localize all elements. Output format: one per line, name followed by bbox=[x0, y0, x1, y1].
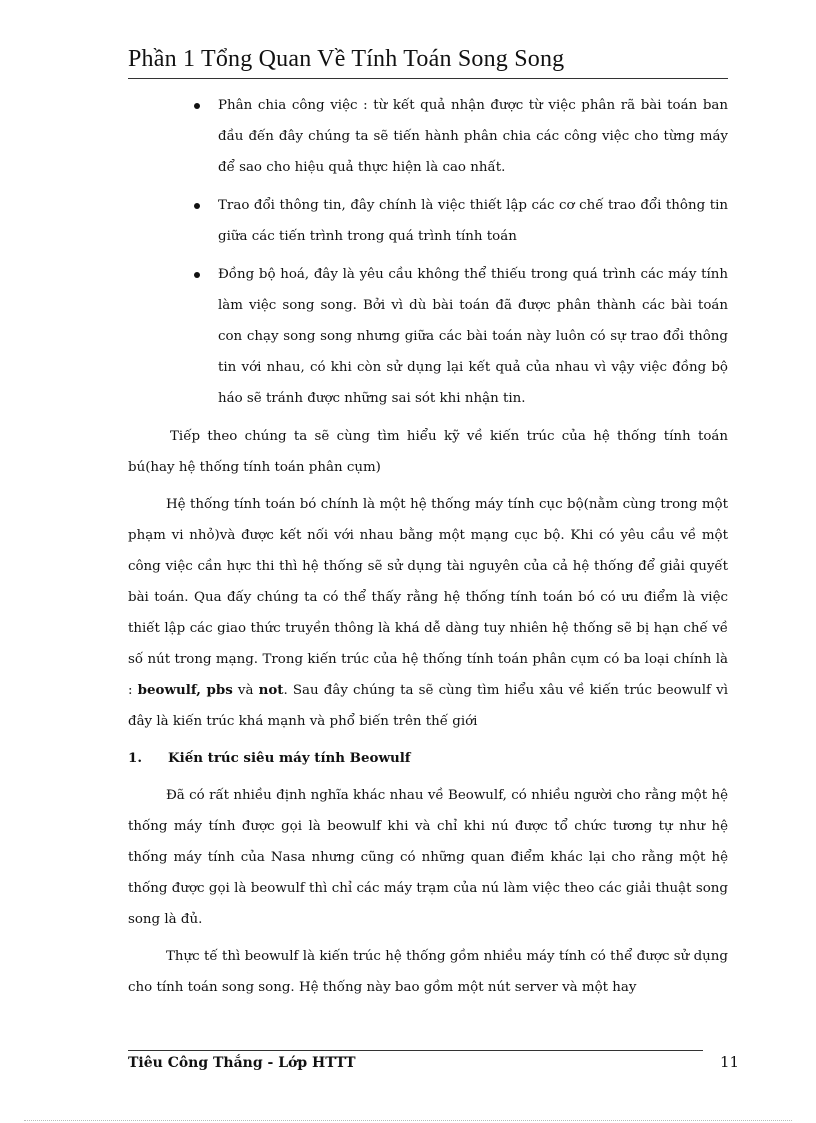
term-separator: , bbox=[196, 682, 207, 698]
paragraph-intro-cluster: Tiếp theo chúng ta sẽ cùng tìm hiểu kỹ về kiến trúc của hệ thống tính toán bú(hay hệ thống tính toán phân cụm) bbox=[128, 429, 728, 475]
term-beowulf: beowulf bbox=[137, 682, 197, 698]
section-number: 1. bbox=[128, 750, 142, 766]
bullet-dot-icon bbox=[194, 203, 200, 209]
header-divider bbox=[128, 78, 728, 79]
page-number: 11 bbox=[720, 1053, 740, 1071]
paragraph-cluster-definition bbox=[128, 489, 728, 737]
term-separator: và bbox=[232, 683, 259, 698]
term-pbs: pbs bbox=[206, 682, 233, 698]
paragraph-beowulf-architecture: Thực tế thì beowulf là kiến trúc hệ thống gồm nhiều máy tính có thể được sử dụng cho tính toán song song. Hệ thống này bao gồm một nút server và một hay bbox=[128, 949, 728, 995]
bullet-list bbox=[128, 90, 728, 414]
section-heading-beowulf bbox=[128, 743, 728, 774]
page-header-title: Phần 1 Tổng Quan Về Tính Toán Song Song bbox=[128, 46, 565, 72]
bullet-item-information-exchange bbox=[128, 190, 728, 252]
bullet-text: Trao đổi thông tin, đây chính là việc thiết lập các cơ chế trao đổi thông tin giữa các tiến trình trong quá trình tính toán bbox=[218, 198, 728, 244]
paragraph-beowulf-definitions: Đã có rất nhiều định nghĩa khác nhau về Beowulf, có nhiều người cho rằng một hệ thống máy tính được gọi là beowulf khi và chỉ khi nú được tổ chức tương tự như hệ thống máy tính của Nasa nhưng cũng có những quan điểm khác lại cho rằng một hệ thống được gọi là beowulf thì chỉ các máy trạm của nú làm việc theo các giải thuật song song là đủ. bbox=[128, 788, 728, 927]
term-not: not bbox=[258, 682, 284, 698]
paragraph-text: . Sau đây chúng ta sẽ cùng tìm hiểu xâu về kiến trúc beowulf vì đây là kiến trúc khá mạnh và phổ biến trên thế giới bbox=[128, 683, 728, 729]
page-content bbox=[128, 90, 728, 1009]
section-title: Kiến trúc siêu máy tính Beowulf bbox=[168, 750, 411, 766]
bullet-item-synchronization bbox=[128, 259, 728, 414]
bullet-dot-icon bbox=[194, 103, 200, 109]
page-bottom-border bbox=[24, 1120, 792, 1121]
footer-divider bbox=[128, 1050, 703, 1051]
paragraph-text: Hệ thống tính toán bó chính là một hệ thống máy tính cục bộ(nằm cùng trong một phạm vi nhỏ)và được kết nối với nhau bằng một mạng cục bộ. Khi có yêu cầu về một công việc cần hực thi thì hệ thống sẽ sử dụng tài nguyên của cả hệ thống để giải quyết bài toán. Qua đấy chúng ta có thể thấy rằng hệ thống tính toán bó có ưu điểm là việc thiết lập các giao thức truyền thông là khá dễ dàng tuy nhiên hệ thống sẽ bị hạn chế về số nút trong mạng. Trong kiến trúc của hệ thống tính toán phân cụm có ba loại chính là : bbox=[128, 497, 728, 698]
footer-author: Tiêu Công Thắng - Lớp HTTT bbox=[128, 1055, 356, 1071]
bullet-text: Phân chia công việc : từ kết quả nhận được từ việc phân rã bài toán ban đầu đến đây chúng ta sẽ tiến hành phân chia các công việc cho từng máy để sao cho hiệu quả thực hiện là cao nhất. bbox=[218, 98, 728, 175]
bullet-dot-icon bbox=[194, 272, 200, 278]
bullet-item-task-division bbox=[128, 90, 728, 183]
bullet-text: Đồng bộ hoá, đây là yêu cầu không thể thiếu trong quá trình các máy tính làm việc song song. Bởi vì dù bài toán đã được phân thành các bài toán con chạy song song nhưng giữa các bài toán này luôn có sự trao đổi thông tin với nhau, có khi còn sử dụng lại kết quả của nhau vì vậy việc đồng bộ háo sẽ tránh được những sai sót khi nhận tin. bbox=[218, 267, 728, 406]
